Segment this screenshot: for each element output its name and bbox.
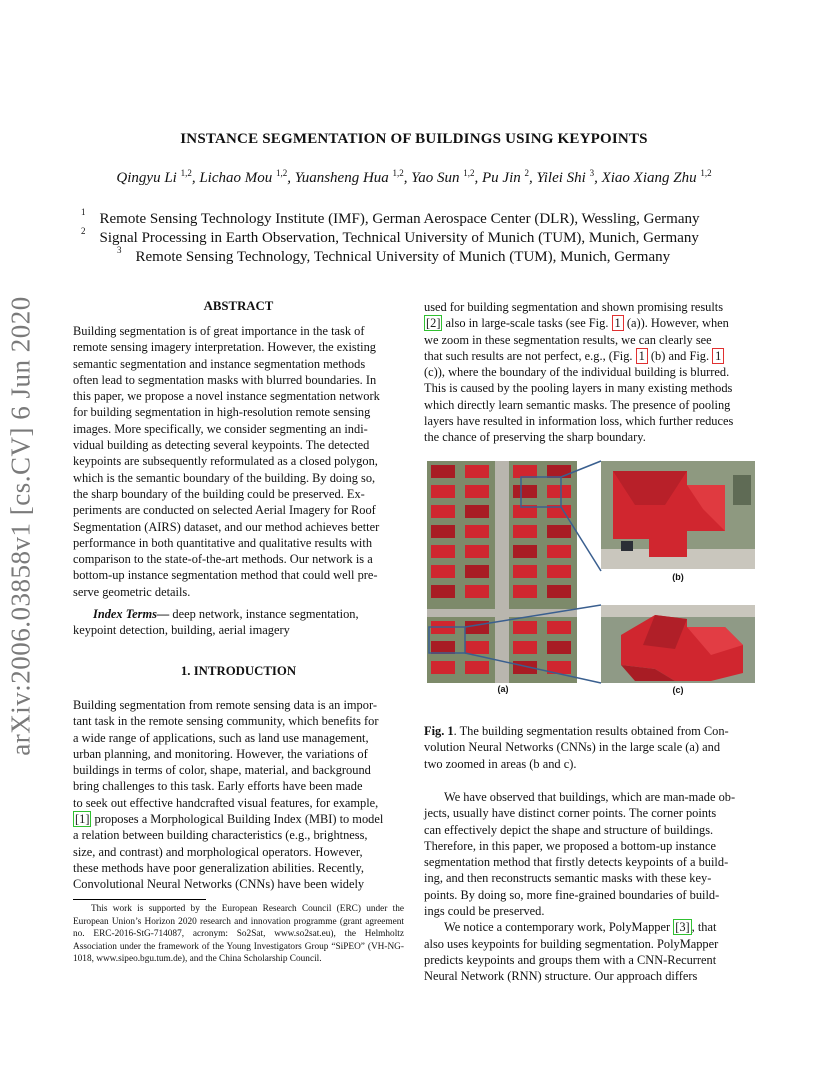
arxiv-stamp: arXiv:2006.03858v1 [cs.CV] 6 Jun 2020 — [5, 296, 36, 756]
text-line: the sharp boundary of the building could be preserved. Ex- — [73, 486, 365, 501]
roof-segment — [547, 465, 571, 478]
text-line: to seek out effective handcrafted visual features, for example, — [73, 795, 379, 810]
roof-segment — [547, 585, 571, 598]
footnote-rule — [73, 899, 206, 900]
panel-c-zoom — [601, 605, 755, 683]
text-line: periments are conducted on selected Aerial Imagery for Roof — [73, 503, 376, 518]
roof-segment — [431, 465, 455, 478]
text-line: ing, and then reconstructs semantic masks with these key- — [424, 871, 712, 886]
footnote: This work is supported by the European Research Council (ERC) under the European Union’s Horizon 2020 research and innovation programme (grant agreement no. ERC-2016-StG-714087, acronym: So2Sat, www.so2sat.eu), the Helmholtz Association under the framework of the Young Investigators Group “SiPEO” (VH-NG-1018, www.sipeo.bgu.tum.de), and the China Scholarship Council. — [73, 904, 404, 965]
text-line: bring challenges to this task. Early efforts have been made — [73, 779, 363, 794]
text-line: size, and contrast) and morphological operators. However, — [73, 844, 363, 859]
author-affiliation-marker: 1,2 — [392, 168, 404, 178]
intro-heading: 1. INTRODUCTION — [180, 664, 297, 678]
text-line: Neural Network (RNN) structure. Our approach differs — [424, 969, 698, 984]
author-affiliation-marker: 1,2 — [180, 168, 192, 178]
text-line: buildings in terms of color, shape, material, and background — [73, 763, 371, 778]
text-line: often lead to segmentation masks with blurred boundaries. In — [73, 372, 377, 387]
right-column-top-text: used for building segmentation and shown promising results [2] also in large-scale tasks (see Fig. 1 (a)). However, when we zoom in these segmentation results, we can clearly see that such results are not perfect, e.g., (Fig. 1 (b) and Fig. 1 (c)), where the boundary of the individual building is blurred. This is caused by the pooling layers in many existing methods which directly learn semantic masks. The presence of pooling layers have resulted in information loss, which further reduces the chance of preserving the sharp boundary. — [424, 300, 734, 445]
author-name: Yuansheng Hua $^{1,2}$ — [294, 168, 404, 186]
text-line: Building segmentation is of great importance in the task of — [73, 324, 365, 338]
author-name: Pu Jin $^2$ — [482, 168, 530, 186]
text-line: performance in both quantitative and qualitative results with — [73, 535, 373, 550]
text-line: serve geometric details. — [73, 584, 191, 599]
roof-segment — [431, 585, 455, 598]
text-line: a wide range of applications, such as land use management, — [73, 730, 369, 745]
abstract-body — [73, 323, 404, 600]
affiliation-3: $^3$ Remote Sensing Technology, Technical University of Munich (TUM), Munich, Germany — [117, 245, 671, 265]
right-column-bottom-text — [424, 789, 756, 985]
text-line: vidual building as detecting several keypoints. The detected — [73, 438, 370, 453]
author-name: Qingyu Li $^{1,2}$ — [116, 168, 192, 186]
figure-1-caption: Fig. 1. The building segmentation results obtained from Con- volution Neural Networks (CNNs) in the large scale (a) and two zoomed in areas (b and c). — [424, 724, 729, 771]
author-affiliation-marker: 1,2 — [463, 168, 475, 178]
roof-segment — [465, 485, 489, 498]
figure-ref-1b[interactable]: 1 — [636, 348, 648, 364]
text-line: We notice a contemporary work, PolyMapper [3] , that — [444, 920, 717, 935]
roof-segment — [547, 545, 571, 558]
text-line: keypoints are subsequently reformulated as a closed polygon, — [73, 454, 378, 469]
panel-a-aerial — [427, 461, 577, 683]
roof-segment — [465, 661, 489, 674]
text-line: this paper, we propose a novel instance segmentation network — [73, 389, 380, 404]
roof-segment — [513, 465, 537, 478]
text-line: Convolutional Neural Networks (CNNs) have been widely — [73, 877, 365, 892]
text-line: Segmentation (AIRS) dataset, and our method achieves better — [73, 519, 380, 534]
text-line: predicts keypoints and groups them with a CNN-Recurrent — [424, 952, 717, 967]
roof-segment — [465, 565, 489, 578]
text-line: semantic segmentation and instance segmentation methods — [73, 356, 366, 371]
roof-segment — [465, 585, 489, 598]
roof-segment — [513, 641, 537, 654]
roof-segment — [513, 585, 537, 598]
text-line: which is the semantic boundary of the building. By doing so, — [73, 470, 376, 485]
text-line: We have observed that buildings, which are man-made ob- — [444, 790, 736, 804]
abstract-heading: ABSTRACT — [203, 299, 274, 313]
author-name: Yao Sun $^{1,2}$ — [411, 168, 475, 186]
roof-segment — [547, 621, 571, 634]
text-line: Building segmentation from remote sensing data is an impor- — [73, 698, 377, 712]
roof-segment — [431, 545, 455, 558]
roof-segment — [513, 621, 537, 634]
affiliation-1: $^1$ Remote Sensing Technology Institute (IMF), German Aerospace Center (DLR), Wessling, Germany — [81, 207, 700, 227]
text-line: jects, usually have distinct corner points. The corner points — [424, 806, 717, 821]
index-terms: Index Terms— deep network, instance segmentation, keypoint detection, building, aerial imagery — [73, 607, 359, 638]
roof-segment — [513, 565, 537, 578]
panel-b-zoom — [601, 461, 755, 569]
text-line: [1] proposes a Morphological Building Index (MBI) to model — [75, 812, 384, 827]
text-line: points. By doing so, more fine-grained boundaries of build- — [424, 887, 720, 902]
roof-segment — [431, 661, 455, 674]
text-line: images. More specifically, we consider segmenting an indi- — [73, 421, 368, 436]
roof-segment — [547, 641, 571, 654]
figure-1 — [425, 459, 757, 699]
text-line: bottom-up instance segmentation method that could well pre- — [73, 568, 378, 583]
text-line: a relation between building characteristics (e.g., brightness, — [73, 828, 368, 843]
affiliation-2: $^2$ Signal Processing in Earth Observation, Technical University of Munich (TUM), Munich, Germany — [81, 226, 699, 246]
author-affiliation-marker: 1,2 — [700, 168, 712, 178]
text-line: comparison to the state-of-the-art methods. Our network is a — [73, 552, 373, 567]
author-affiliation-marker: 2 — [524, 168, 530, 178]
figure-label-b: (b) — [672, 572, 684, 582]
figure-ref-1[interactable]: 1 — [612, 315, 624, 331]
author-name: Yilei Shi $^3$ — [536, 168, 595, 186]
citation-3[interactable]: [3] — [675, 920, 690, 935]
paper-title: INSTANCE SEGMENTATION OF BUILDINGS USING KEYPOINTS — [180, 131, 648, 147]
citation-2[interactable]: [2] — [426, 316, 441, 331]
roof-segment — [465, 525, 489, 538]
text-line: these methods have poor generalization abilities. Recently, — [73, 860, 364, 875]
roof-segment — [465, 545, 489, 558]
figure-label-a: (a) — [497, 684, 509, 694]
roof-segment — [513, 485, 537, 498]
roof-segment — [431, 505, 455, 518]
text-line: also uses keypoints for building segmentation. PolyMapper — [424, 936, 719, 951]
author-list: Qingyu Li $^{1,2}$, Lichao Mou $^{1,2}$, Yuansheng Hua $^{1,2}$, Yao Sun $^{1,2}$, Pu Jin $^2$, Yilei Shi $^3$, Xiao Xiang Zhu $^{1,2}$ — [116, 168, 712, 186]
roof-segment — [465, 465, 489, 478]
text-line: for building segmentation in high-resolution remote sensing — [73, 405, 371, 420]
roof-segment — [431, 641, 455, 654]
author-name: Lichao Mou $^{1,2}$ — [199, 168, 288, 186]
text-line: tant task in the remote sensing community, which benefits for — [73, 714, 379, 729]
text-line: ings could be preserved. — [424, 904, 545, 919]
author-affiliation-marker: 1,2 — [276, 168, 288, 178]
figure-label-c: (c) — [672, 685, 684, 695]
roof-segment — [431, 565, 455, 578]
text-line: urban planning, and monitoring. However, the variations of — [73, 746, 368, 761]
roof-segment — [547, 485, 571, 498]
citation-1[interactable]: [1] — [75, 812, 90, 827]
roof-segment — [547, 565, 571, 578]
roof-segment — [465, 505, 489, 518]
text-line: remote sensing imagery interpretation. However, the existing — [73, 340, 376, 355]
roof-segment — [513, 545, 537, 558]
roof-segment — [431, 485, 455, 498]
text-line: Therefore, in this paper, we proposed a bottom-up instance — [424, 838, 716, 853]
roof-segment — [513, 525, 537, 538]
roof-segment — [431, 525, 455, 538]
figure-1-graphic — [425, 459, 757, 699]
text-line: can effectively depict the shape and structure of buildings. — [424, 822, 714, 837]
author-affiliation-marker: 3 — [589, 168, 595, 178]
text-line: segmentation method that firstly detects keypoints of a build- — [424, 855, 729, 870]
author-name: Xiao Xiang Zhu $^{1,2}$ — [601, 168, 712, 186]
roof-segment — [465, 641, 489, 654]
figure-ref-1c[interactable]: 1 — [712, 348, 724, 364]
intro-body — [73, 697, 404, 893]
roof-segment — [547, 525, 571, 538]
